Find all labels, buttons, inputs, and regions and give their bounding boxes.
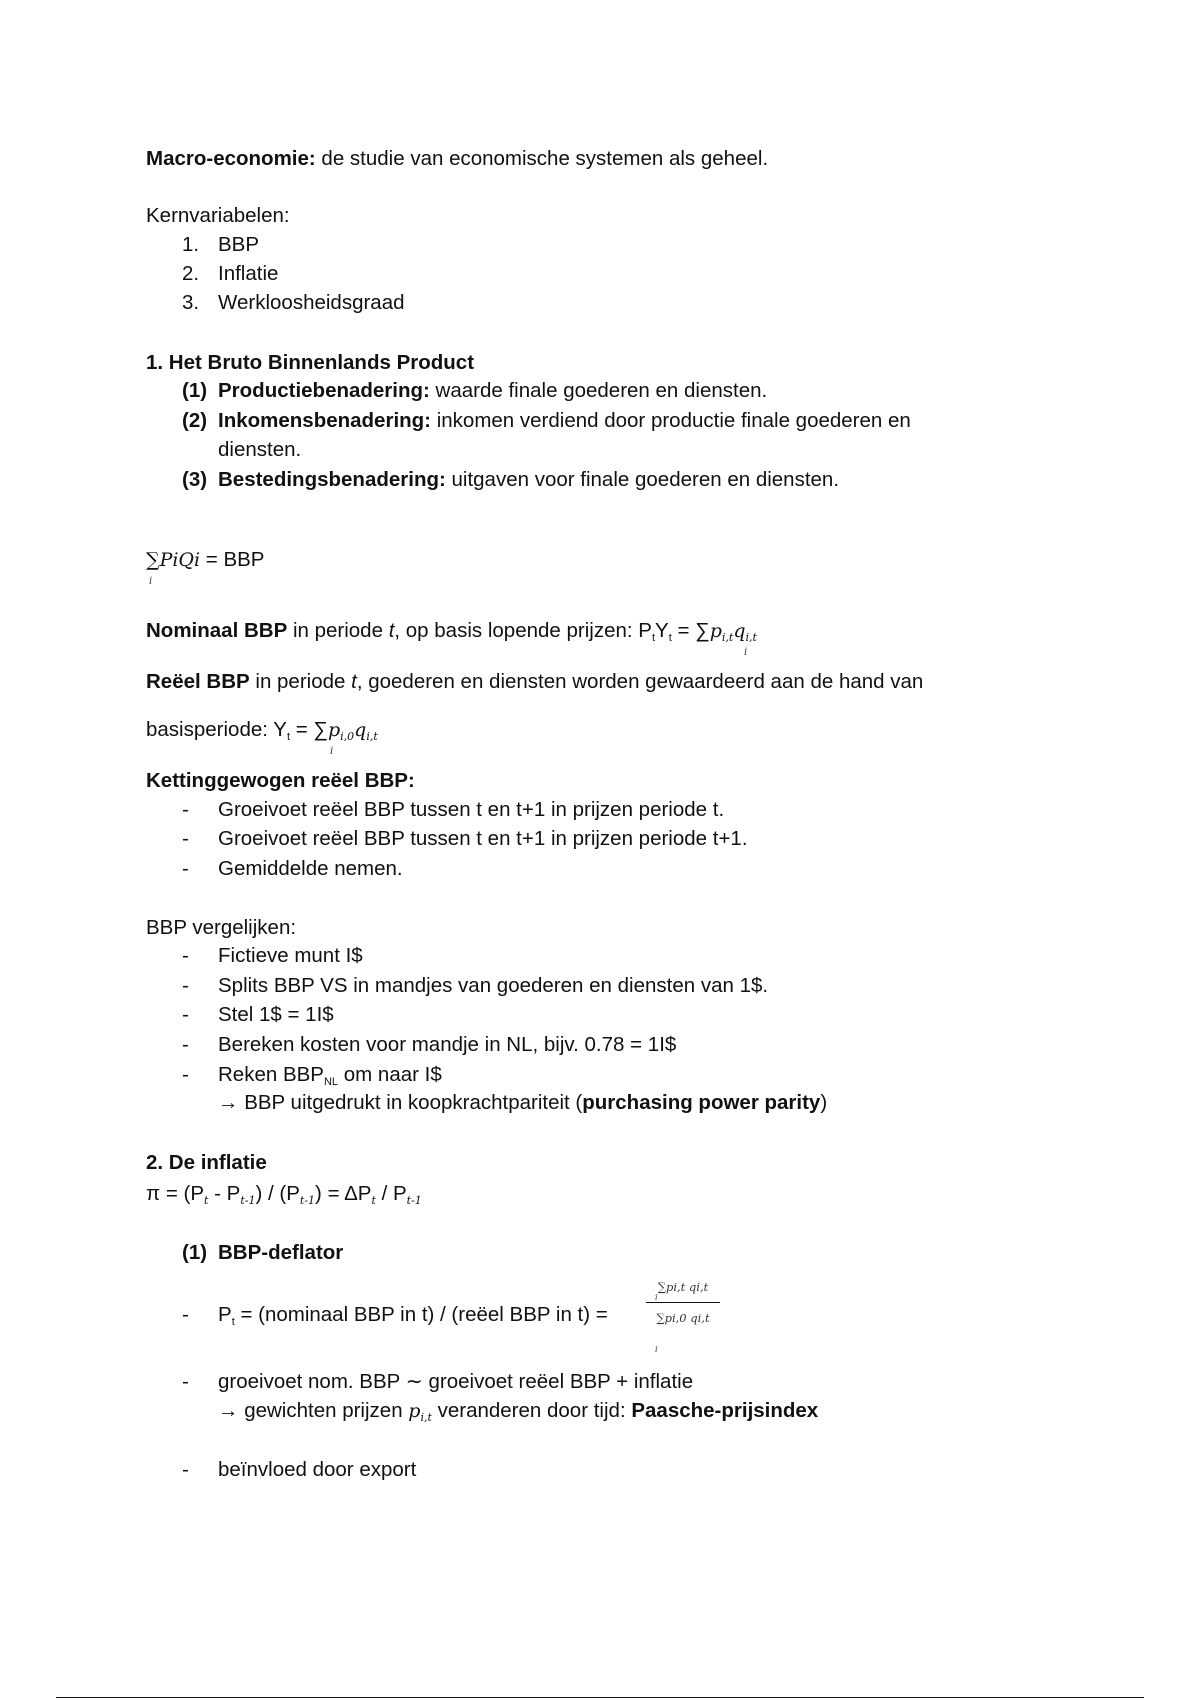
intro-term: Macro-economie: (146, 147, 316, 170)
list-item (182, 826, 748, 852)
real-text: in periode (249, 670, 352, 693)
subscript: i,t (745, 631, 757, 644)
subscript: t (204, 1194, 209, 1207)
list-item-text: Splits BBP VS in mandjes van goederen en diensten van 1$. (218, 974, 769, 997)
bullet: - (182, 1003, 189, 1026)
real-base-text: basisperiode: Y (146, 718, 287, 741)
list-item (182, 1002, 334, 1028)
real-gdp-base-line (146, 717, 378, 750)
bullet: - (182, 798, 189, 821)
bullet: - (182, 1458, 189, 1481)
approach-text: waarde finale goederen en diensten. (429, 379, 768, 402)
list-number: 1. (182, 233, 200, 256)
kern-item-label: Inflatie (218, 262, 279, 285)
bullet: - (182, 1063, 189, 1086)
list-item-text: Groeivoet reëel BBP tussen t en t+1 in prijzen periode t. (218, 798, 725, 821)
list-item-text: groeivoet nom. BBP ∼ groeivoet reëel BBP + inflatie (218, 1370, 694, 1393)
real-p: p (327, 719, 341, 741)
list-item-text: Bereken kosten voor mandje in NL, bijv. 0.78 = 1I$ (218, 1033, 677, 1056)
section1-heading-text: 1. Het Bruto Binnenlands Product (146, 351, 475, 374)
list-item (182, 856, 403, 882)
real-eq: = ∑ (290, 718, 328, 741)
fraction-numerator-index: i (655, 1293, 658, 1302)
sum-formula (146, 547, 264, 573)
sum-formula-lhs: ∑PiQi (146, 549, 201, 571)
subscript: t-1 (406, 1194, 422, 1207)
list-item (182, 1032, 676, 1058)
inflation-formula (146, 1181, 422, 1214)
kern-item-label: Werkloosheidsgraad (218, 291, 405, 314)
chain-heading-text: Kettinggewogen reëel BBP: (146, 769, 415, 792)
fraction-numerator: ∑pi,t qi,t (657, 1280, 709, 1294)
section2-heading (146, 1150, 267, 1176)
paasche-note (218, 1398, 818, 1431)
paasche-text: veranderen door tijd: (431, 1399, 632, 1422)
formula-part: / P (375, 1182, 407, 1205)
real-text: , goederen en diensten worden gewaardeerd aan de hand van (356, 670, 924, 693)
compare-heading: BBP vergelijken: (146, 916, 297, 939)
list-item-text: Reken BBP (218, 1063, 324, 1086)
approach-number: (3) (182, 468, 208, 491)
formula-part: π = (P (146, 1182, 205, 1205)
real-gdp-line (146, 669, 923, 695)
fraction-denominator: ∑pi,0 qi,t (656, 1311, 710, 1325)
list-item (182, 797, 724, 823)
nominal-text: , op basis lopende prijzen: P (394, 619, 652, 642)
list-item (182, 943, 363, 969)
list-item-text: Fictieve munt I$ (218, 944, 363, 967)
sum-formula-rhs: = BBP (200, 548, 265, 571)
chain-heading (146, 768, 415, 794)
subscript: t (231, 1316, 235, 1328)
bullet: - (182, 827, 189, 850)
deflator-fraction (646, 1280, 720, 1325)
ppp-text: ) (820, 1091, 828, 1114)
formula-part: - P (208, 1182, 241, 1205)
nominal-period: t (388, 619, 395, 642)
nominal-q: q (733, 620, 746, 642)
ppp-note (218, 1090, 827, 1116)
approach-text: uitgaven voor finale goederen en diensten. (445, 468, 840, 491)
fraction-denominator-index: i (655, 1345, 658, 1354)
approach-number: (2) (182, 409, 208, 432)
approach-expenditure (182, 467, 839, 493)
approach-income-continued: diensten. (218, 438, 302, 461)
list-number: 3. (182, 291, 200, 314)
list-item-text: Groeivoet reëel BBP tussen t en t+1 in prijzen periode t+1. (218, 827, 748, 850)
approach-production (182, 378, 767, 404)
list-number: 2. (182, 262, 200, 285)
subscript: NL (323, 1076, 339, 1088)
subscript: i,t (721, 631, 734, 644)
list-item (182, 973, 768, 999)
list-item-text: om naar I$ (338, 1063, 442, 1086)
subscript: i,t (420, 1411, 432, 1424)
bullet: - (182, 1033, 189, 1056)
ppp-text: → BBP uitgedrukt in koopkrachtpariteit ( (218, 1091, 583, 1114)
subscript: t (371, 1194, 376, 1207)
list-item-text: Gemiddelde nemen. (218, 857, 403, 880)
list-item-text: beïnvloed door export (218, 1458, 417, 1481)
paasche-p: p (408, 1400, 421, 1422)
approach-number: (1) (182, 379, 208, 402)
list-item (182, 1457, 416, 1483)
paasche-term: Paasche-prijsindex (631, 1399, 819, 1422)
deflator-title: BBP-deflator (218, 1241, 344, 1264)
formula-part: = (nominaal BBP in t) / (reëel BBP in t) = (234, 1303, 608, 1326)
nominal-eq: = ∑ (671, 619, 710, 642)
formula-part: P (218, 1303, 232, 1326)
nominal-sum-index: i (744, 647, 748, 658)
paasche-text: → gewichten prijzen (218, 1399, 409, 1422)
subscript: t (668, 632, 672, 644)
nominal-gdp-line (146, 618, 757, 651)
approach-term: Inkomensbenadering: (218, 409, 432, 432)
formula-part: ) / (P (255, 1182, 300, 1205)
deflator-heading (182, 1240, 343, 1266)
deflator-number: (1) (182, 1241, 208, 1264)
nominal-term: Nominaal BBP (146, 619, 288, 642)
kern-item-bbp (182, 232, 259, 258)
nominal-y: Y (655, 619, 669, 642)
real-sum-index: i (330, 746, 334, 757)
ppp-term: purchasing power parity (582, 1091, 821, 1114)
nominal-text: in periode (287, 619, 389, 642)
intro-line (146, 146, 768, 172)
kern-item-inflatie (182, 261, 278, 287)
bullet: - (182, 1370, 189, 1393)
approach-text: inkomen verdiend door productie finale goederen en (431, 409, 911, 432)
kern-item-werkloosheidsgraad (182, 290, 405, 316)
bullet: - (182, 974, 189, 997)
bullet: - (182, 857, 189, 880)
approach-term: Productiebenadering: (218, 379, 430, 402)
subscript: i,t (366, 730, 378, 743)
subscript: t-1 (240, 1194, 256, 1207)
nominal-p: p (709, 620, 722, 642)
subscript: t (651, 632, 656, 644)
kern-item-label: BBP (218, 233, 260, 256)
section2-heading-text: 2. De inflatie (146, 1151, 267, 1174)
list-item-text: Stel 1$ = 1I$ (218, 1003, 334, 1026)
approach-income (182, 408, 911, 434)
subscript: t (286, 731, 290, 743)
intro-definition: de studie van economische systemen als geheel. (315, 147, 769, 170)
real-term: Reëel BBP (146, 670, 250, 693)
real-period: t (351, 670, 357, 693)
list-item (182, 1369, 693, 1395)
sum-index: i (149, 576, 153, 587)
deflator-formula-line (182, 1302, 608, 1335)
subscript: i,0 (340, 730, 355, 743)
approach-term: Bestedingsbenadering: (218, 468, 446, 491)
kern-heading: Kernvariabelen: (146, 204, 290, 227)
section1-heading (146, 350, 474, 376)
subscript: t-1 (299, 1194, 316, 1207)
fraction-bar (646, 1302, 720, 1303)
formula-part: ) = ΔP (315, 1182, 372, 1205)
real-q: q (354, 719, 367, 741)
footer-rule (56, 1697, 1144, 1698)
bullet: - (182, 944, 189, 967)
bullet: - (182, 1303, 189, 1326)
